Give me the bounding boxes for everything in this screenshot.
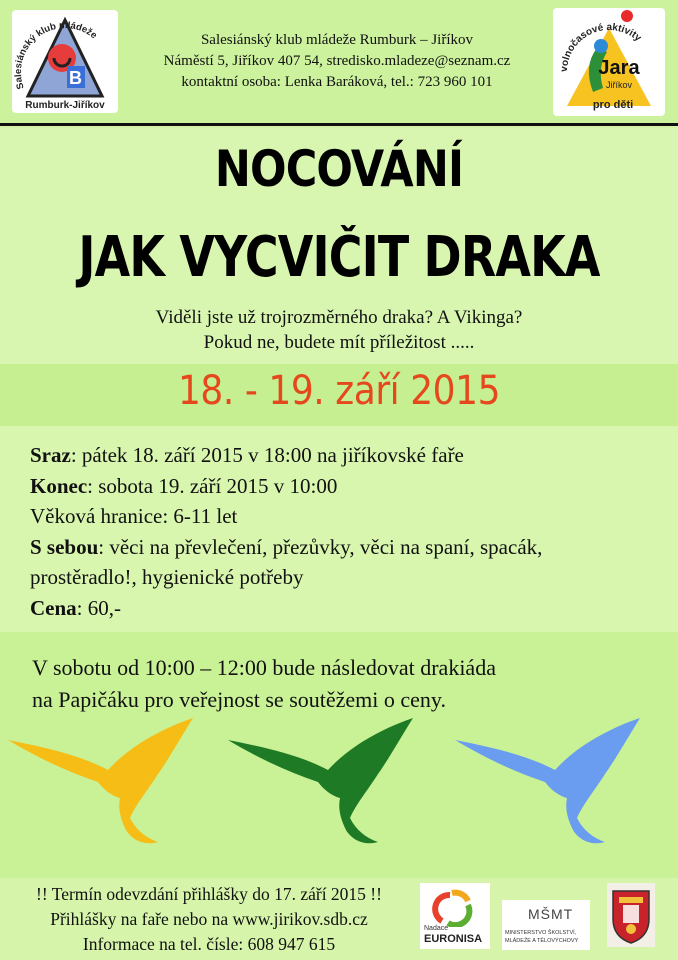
subtitle (0, 305, 678, 355)
club-logo (12, 10, 118, 113)
info-bring-label: S sebou (30, 534, 99, 559)
info-meeting-label: Sraz (30, 443, 71, 467)
club-logo-arc-text: Salesiánský klub mládeže (12, 19, 99, 91)
footer-info (0, 882, 418, 957)
info-price-label: Cena (30, 595, 77, 620)
club-address: Náměstí 5, Jiříkov 407 54, stredisko.mladeze@seznam.cz (163, 53, 511, 69)
info-meeting (30, 440, 670, 471)
footer-deadline: !! Termín odevzdání přihlášky do 17. září 2015 !! (36, 884, 382, 904)
svg-text:B: B (69, 68, 82, 88)
event-line-2: na Papičáku pro veřejnost se soutěžemi o ceny. (32, 687, 446, 712)
info-meeting-value: : pátek 18. září 2015 v 18:00 na jiříkovské faře (70, 443, 464, 467)
info-end-label: Konec (30, 473, 88, 498)
msmt-mark: MŠMT (528, 906, 574, 922)
event-date: 18. - 19. září 2015 (177, 368, 501, 414)
event-line-1: V sobotu od 10:00 – 12:00 bude následovat drakiáda (32, 655, 496, 680)
msmt-logo (502, 900, 590, 950)
blue-dragon-icon (455, 718, 640, 843)
euronisa-logo (420, 883, 490, 949)
info-end-value: : sobota 19. září 2015 v 10:00 (87, 473, 338, 498)
footer-phone: Informace na tel. čísle: 608 947 615 (82, 934, 336, 954)
footer-where: Přihlášky na faře nebo na www.jirikov.sdb.cz (50, 909, 368, 929)
info-end (30, 471, 670, 502)
title-line-2: JAK VYCVIČIT DRAKA (78, 225, 600, 290)
msmt-line-2: MLÁDEŽE A TĚLOVÝCHOVY (505, 938, 579, 944)
jara-logo (553, 8, 665, 116)
yellow-dragon-icon (8, 718, 193, 843)
subtitle-line-1: Viděli jste už trojrozměrného draka? A Vikinga? (155, 307, 523, 328)
header-info (130, 30, 544, 93)
euronisa-name: EURONISA (424, 933, 483, 945)
club-contact: kontaktní osoba: Lenka Baráková, tel.: 723 960 101 (181, 74, 493, 90)
jara-logo-brand: Jara (598, 57, 640, 79)
jara-logo-town: Jiříkov (605, 80, 633, 90)
club-name: Salesiánský klub mládeže Rumburk – Jiříkov (200, 32, 474, 48)
town-crest-icon (607, 883, 655, 947)
green-dragon-icon (228, 718, 413, 843)
info-bring-continued: prostěradlo!, hygienické potřeby (30, 565, 304, 589)
subtitle-line-2: Pokud ne, budete mít příležitost ..... (203, 332, 475, 353)
info-price-value: : 60,- (76, 595, 121, 620)
info-age: Věková hranice: 6-11 let (30, 504, 238, 528)
info-bring-value: : věci na převlečení, přezůvky, věci na spaní, spacák, (98, 534, 543, 559)
jara-logo-arc-text: volnočasové aktivity (558, 21, 644, 73)
title-line-1: NOCOVÁNÍ (214, 140, 464, 198)
euronisa-small: Nadace (424, 925, 449, 932)
header-divider (0, 123, 678, 126)
info-price (30, 593, 670, 624)
msmt-line-1: MINISTERSTVO ŠKOLSTVÍ, (505, 930, 577, 936)
jara-logo-tagline: pro děti (592, 99, 634, 111)
info-list (30, 440, 670, 623)
event-text (32, 652, 662, 716)
club-logo-bottom-text: Rumburk-Jiříkov (25, 100, 105, 111)
info-bring (30, 532, 670, 563)
dragon-silhouettes (0, 712, 678, 852)
